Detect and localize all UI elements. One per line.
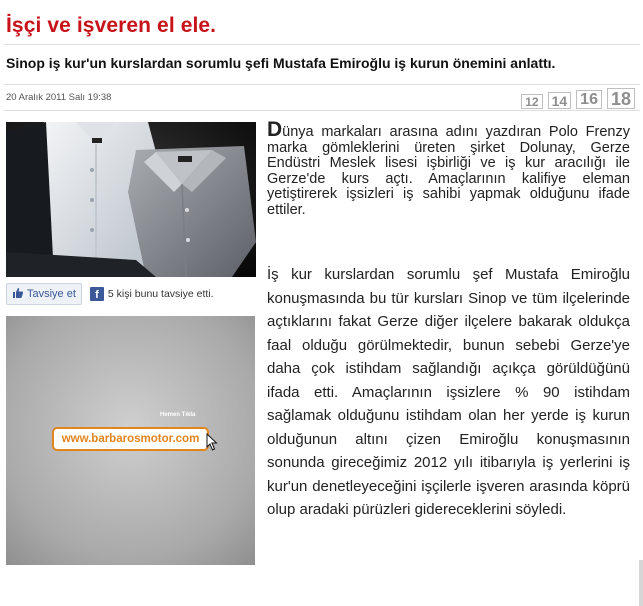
paragraph-2-text: İş kur kurslardan sorumlu şef Mustafa Emiroğlu konuşmasında bu tür kursları Sinop ve tüm ilçelerinde açtıklarını fakat Gerze diğer ilçelere bakarak oldukça faal olduğu görülmektedir, bunun sebebi Gerze'ye daha çok istihdam sağlandığı açıkça görüldüğünü ifada etti. Amaçlarının işsizlere % 90 istihdam sağlamak olduğunu istihdam olan her yerde iş kurun olduğunun altını çizen Emiroğlu konuşmasının sonunda gireceğimiz 2012 yılı itibarıyla iş yerlerini iş kur'un denetleyeceğini işçilerle işveren arasında köprü olup aradaki pürüzleri gidereceklerini söyledi. [267, 266, 630, 518]
article-photo [6, 122, 256, 277]
font-size-18-button[interactable]: 18 [607, 88, 635, 109]
font-size-14-button[interactable]: 14 [548, 92, 572, 109]
font-size-16-button[interactable]: 16 [576, 90, 602, 109]
article-paragraph-1 [267, 118, 630, 218]
meta-divider [4, 110, 640, 111]
left-column-spacer [6, 263, 256, 578]
recommend-label: Tavsiye et [27, 288, 76, 300]
facebook-icon: f [90, 287, 104, 301]
title-divider [4, 44, 640, 45]
recommend-count: 5 kişi bunu tavsiye etti. [107, 288, 214, 300]
font-size-controls [521, 88, 635, 109]
ad-url-button[interactable]: www.barbarosmotor.com [52, 427, 209, 451]
drop-cap: D [267, 118, 283, 141]
font-size-12-button[interactable]: 12 [521, 94, 542, 109]
article-spot: Sinop iş kur'un kurslardan sorumlu şefi Mustafa Emiroğlu iş kurun önemini anlattı. [6, 55, 556, 71]
article-paragraph-2 [6, 263, 630, 578]
article-title: İşçi ve işveren el ele. [6, 14, 217, 37]
scrollbar-thumb[interactable] [639, 560, 643, 606]
article-date: 20 Aralık 2011 Salı 19:38 [6, 92, 112, 103]
ad-hint-text: Hemen Tıkla [160, 412, 196, 418]
paragraph-1-text: ünya markaları arasına adını yazdıran Polo Frenzy marka gömleklerini üreten şirket Dolunay, Gerze Endüstri Meslek lisesi işbirliği ve iş kur aracılığı ile Gerze'de kurs açtı. Amaçlarının kalifiye eleman yetiştirerek işsizleri iş sahibi yapmak olduğunu ifade ettiler. [267, 124, 630, 218]
spot-divider [4, 84, 640, 85]
